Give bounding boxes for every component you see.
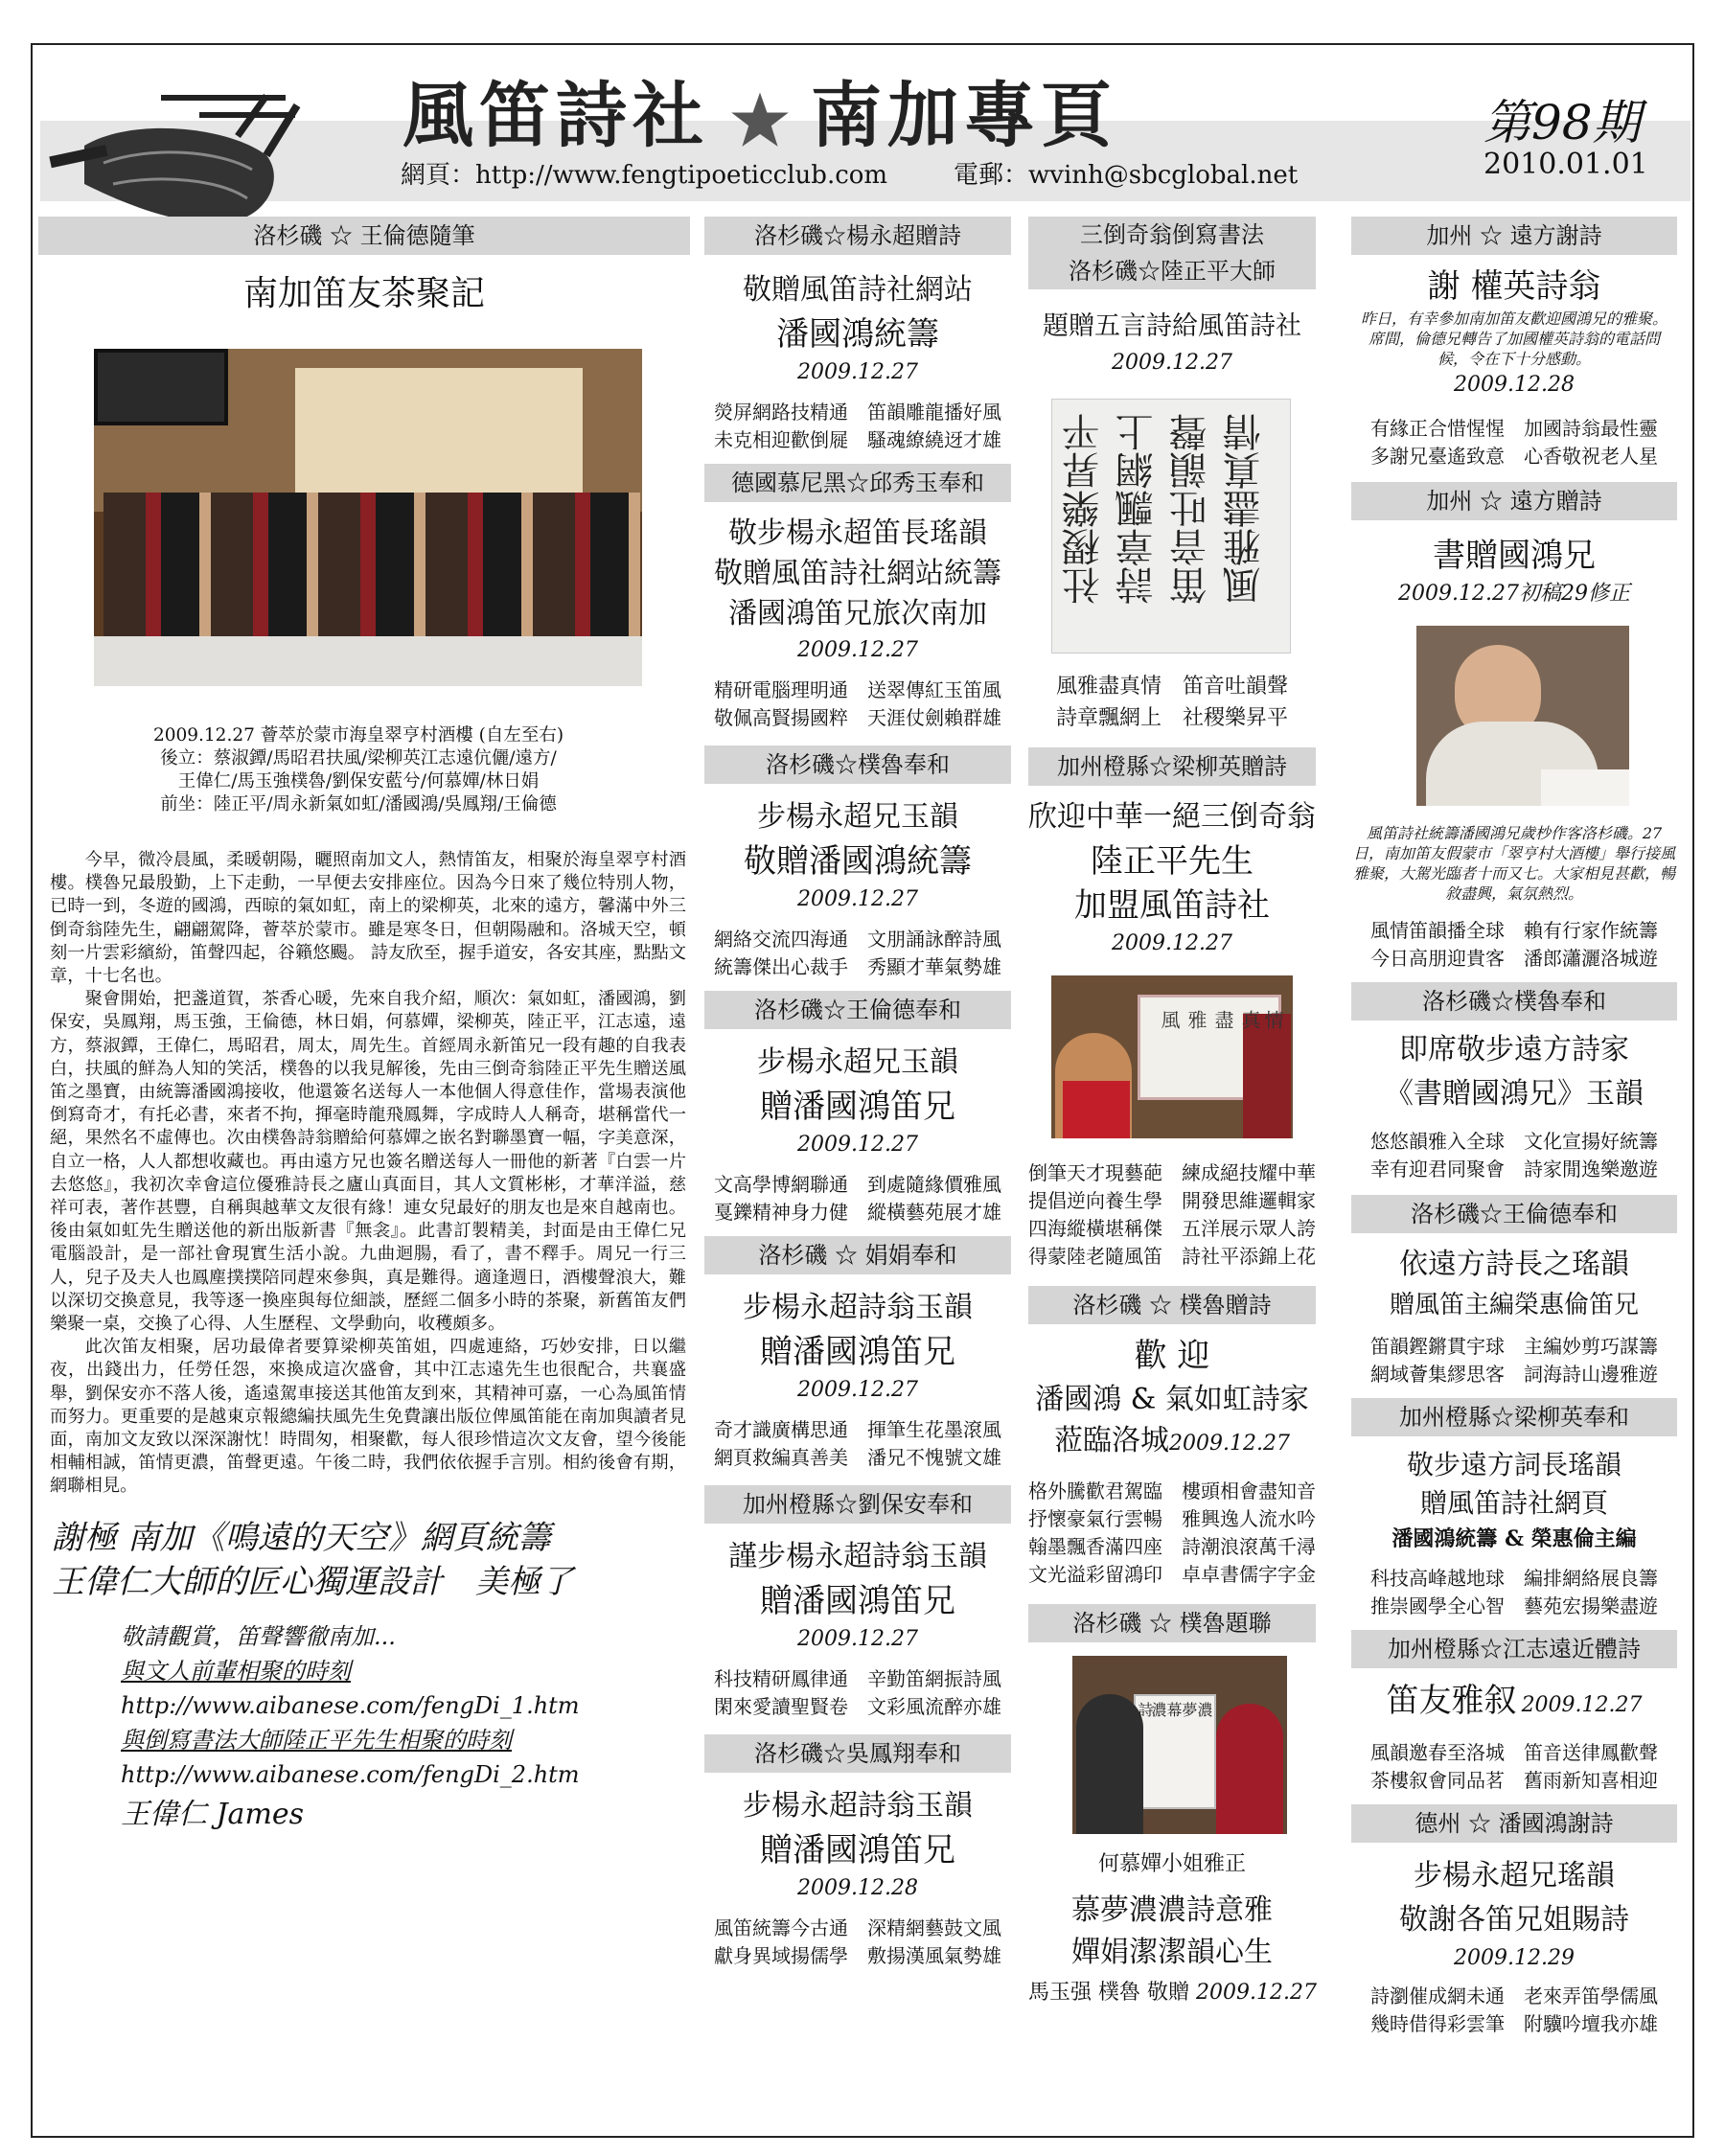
poem-verse: 提倡逆向養生學 開發思維邏輯家 xyxy=(1028,1189,1316,1212)
poem-verse: 閑來愛讀聖賢卷 文彩風流醉亦雄 xyxy=(714,1695,1001,1718)
scroll-text: 雅 xyxy=(1184,1010,1208,1029)
poem-title: 蒞臨洛城 xyxy=(1054,1424,1170,1457)
poem-date: 2009.12.27 xyxy=(797,638,918,662)
links-block xyxy=(121,1619,690,1832)
poem-verse: 詩章飄網上 社稷樂昇平 xyxy=(1055,706,1288,730)
poem-title: 笛友雅叙 xyxy=(1386,1682,1517,1720)
poem-title: 贈潘國鴻笛兄 xyxy=(760,1088,955,1126)
poem-date: 2009.12.27 xyxy=(1169,1432,1290,1456)
poem-date: 2009.12.27 xyxy=(1196,1981,1317,2005)
masthead-title xyxy=(402,59,1117,161)
poem-title: 謝 權英詩翁 xyxy=(1427,267,1601,306)
poem-title: 《書贈國鴻兄》玉韻 xyxy=(1385,1077,1644,1111)
poem-title: 贈潘國鴻笛兄 xyxy=(760,1333,955,1371)
poem-verse: 幸有迎君同聚會 詩家閒逸樂邀遊 xyxy=(1370,1158,1658,1181)
poem-title: 敬謝各笛兄姐賜詩 xyxy=(1399,1903,1629,1937)
links-intro: 敬請觀賞，笛聲響徹南加... xyxy=(121,1622,396,1650)
section-bar: 加州 ☆ 遠方贈詩 xyxy=(1351,482,1677,520)
portrait-photo xyxy=(1416,626,1629,806)
link-label[interactable]: 與倒寫書法大師陸正平先生相聚的時刻 xyxy=(121,1726,512,1754)
poem-title: 依遠方詩長之瑤韻 xyxy=(1399,1248,1629,1281)
poem-title: 敬步遠方詞長瑤韻 xyxy=(1406,1449,1622,1480)
poem-verse: 幾時借得彩雲筆 附驥吟壇我亦雄 xyxy=(1370,2012,1658,2035)
poem-verse: 統籌傑出心裁手 秀顯才華氣勢雄 xyxy=(714,955,1001,978)
poem-date: 2009.12.27 xyxy=(797,1133,918,1157)
link-label[interactable]: 與文人前輩相聚的時刻 xyxy=(121,1657,351,1685)
calligraphy-text: 詩章飄網上 xyxy=(1116,413,1160,605)
poem-verse: 今日高朋迎貴客 潘郎瀟灑洛城遊 xyxy=(1370,947,1658,970)
couplet-line: 嬋娟潔潔韻心生 xyxy=(1071,1936,1273,1969)
section-bar: 三倒奇翁倒寫書法 xyxy=(1028,217,1316,253)
caption-line: 王偉仁/馬玉強樸魯/劉保安藍兮/何慕嬋/林日娟 xyxy=(177,771,540,791)
poem-verse: 獻身異域揚儒學 敷揚漢風氣勢雄 xyxy=(714,1944,1001,1967)
poem-verse: 多謝兄臺遙致意 心香敬祝老人星 xyxy=(1370,445,1658,468)
poem-date: 2009.12.29 xyxy=(1454,1946,1575,1970)
section-bar: 加州橙縣☆劉保安奉和 xyxy=(704,1485,1011,1524)
essay-paragraph: 今早，微冷晨風，柔暖朝陽，曬照南加文人，熱情笛友，相聚於海皇翠亨村酒樓。樸魯兄最殷勤，上下走動，一早便去安排座位。因為今日來了幾位特別人物，已時一到，冬遊的國鴻，西晾的氣如虹，南上的梁柳英，北來的遠方，馨滿中外三倒奇翁陸先生，翩翩駕降，薈萃於蒙市。雖是寒冬日，但朝陽融和。洛城天空，頓刻一片雲彩繽紛，笛聲四起，谷籟悠颺。 詩友欣至，握手道安，各安其座，點點文章，十七名也。 xyxy=(50,850,686,987)
column-yuanfang xyxy=(1351,217,1677,2038)
poem-verse: 戛鑠精神身力健 縱橫藝苑展才雄 xyxy=(714,1201,1001,1224)
poem-verse: 有緣正合惜惺惺 加國詩翁最性靈 xyxy=(1370,417,1658,440)
essay-body xyxy=(50,849,686,1499)
poem-title-line xyxy=(1028,1422,1316,1464)
poem-title: 敬贈風笛詩社網站統籌 xyxy=(714,557,1001,590)
caption-line: 2009.12.27 薈萃於蒙市海皇翠亨村酒樓 (自左至右) xyxy=(152,725,564,745)
scroll-text: 夢 xyxy=(1180,1702,1198,1717)
scroll-text: 濃 xyxy=(1149,1702,1167,1717)
poem-title: 潘國鴻笛兄旅次南加 xyxy=(728,597,987,631)
section-bar: 加州橙縣☆江志遠近體詩 xyxy=(1351,1630,1677,1668)
poem-verse: 網域薈集繆思客 詞海詩山邊雅遊 xyxy=(1370,1363,1658,1386)
poem-verse: 風雅盡真情 笛音吐韻聲 xyxy=(1055,675,1288,699)
column-poems-yang xyxy=(704,217,1011,1970)
poem-title: 即席敬步遠方詩家 xyxy=(1399,1033,1629,1067)
poem-verse: 網頁救編真善美 潘兄不愧號文雄 xyxy=(714,1446,1001,1469)
poem-verse: 風情笛韻播全球 賴有行家作統籌 xyxy=(1370,919,1658,942)
poem-date: 2009.12.27 xyxy=(797,1627,918,1651)
scroll-text: 濃 xyxy=(1195,1702,1213,1717)
poem-verse: 科技精研鳳律通 辛勤笛網振詩風 xyxy=(714,1667,1001,1690)
section-bar: 加州橙縣☆梁柳英贈詩 xyxy=(1028,747,1316,786)
caption-line: 前坐：陸正平/周永新氣如虹/潘國鴻/吳鳳翔/王倫德 xyxy=(160,794,557,814)
poem-date: 2009.12.27初稿29修正 xyxy=(1398,582,1630,606)
poem-verse: 文光溢彩留鴻印 卓卓書儒字字金 xyxy=(1028,1563,1316,1586)
poem-title: 贈潘國鴻笛兄 xyxy=(760,1831,955,1869)
caption-line: 後立：蔡淑鐔/馬昭君扶風/梁柳英江志遠伉儷/遠方/ xyxy=(160,748,557,768)
link-url[interactable]: http://www.aibanese.com/fengDi_2.htm xyxy=(121,1760,580,1788)
poem-subtitle: 潘國鴻統籌 & 榮惠倫主編 xyxy=(1392,1526,1637,1551)
group-photo xyxy=(94,349,642,686)
section-bar: 洛杉磯 ☆ 娟娟奉和 xyxy=(704,1236,1011,1274)
essay-title: 南加笛友茶聚記 xyxy=(242,274,485,313)
essay-paragraph: 聚會開始，把盞道賀，茶香心暖，先來自我介紹，順次：氣如虹，潘國鴻，劉保安，吳鳳翔，馬玉強，王倫德，林日娟，何慕嬋，梁柳英，陸正平，江志遠，遠方，蔡淑鐔，王偉仁，馬昭君，周太，周先生。首經周永新笛兄一段有趣的自我表白，扶風的鮮為人知的笑活，樸魯的以我見解後，先由三倒奇翁陸正平先生贈送風笛之墨寶，由統籌潘國鴻接收，他還簽名送每人一本他個人得意佳作，當場表演他倒寫奇才，有托必書，來者不拘，揮毫時龍飛鳳舞，字成時人人稱奇，堪稱當代一絕，果然名不虛傳也。次由樸魯詩翁贈給何慕嬋之嵌名對聯墨寶一幅，字美意深，自立一格，人人都想收藏也。再由遠方兄也簽名贈送每人一冊他的新著『白雲一片去悠悠』，我初次幸會這位優雅詩長之廬山真面目，其人文質彬彬，才華洋溢，慈祥可表，著作甚豐，自稱與越華文友很有緣！連女兒最好的朋友也是來自越南也。後由氣如虹先生贈送他的新出版新書『無衾』。此書訂製精美，封面是由王偉仁兄電腦設計，是一部社會現實生活小說。九曲迴腸，看了，書不釋手。周兄一行三人，兒子及夫人也鳳塵撲撲陪同趕來參與，真是難得。適逢週日，酒樓聲浪大，難以深切交換意見，我等逐一換座與每位細談，歷經二個多小時的茶聚，新舊笛友們樂聚一桌，交換了心得、人生歷程、文學動向，收穫頗多。 xyxy=(50,989,686,1335)
thanks-line: 王偉仁大師的匠心獨運設計 美極了 xyxy=(52,1562,573,1601)
poem-verse: 風笛統籌今古通 深精網藝鼓文風 xyxy=(714,1916,1001,1939)
bagpipe-logo xyxy=(46,88,305,232)
section-bar: 洛杉磯☆樸魯奉和 xyxy=(1351,982,1677,1021)
email-line: 電郵：wvinh@sbcglobal.net xyxy=(954,161,1299,190)
dedication: 何慕嬋小姐雅正 xyxy=(1097,1852,1246,1876)
author-signature: 王偉仁 James xyxy=(121,1797,305,1831)
poem-title: 步楊永超兄瑤韻 xyxy=(1414,1859,1615,1892)
photo-calligraphy-presentation xyxy=(1051,975,1293,1138)
poem-verse: 精研電腦理明通 送翠傳紅玉笛風 xyxy=(714,678,1001,701)
section-bar: 德州 ☆ 潘國鴻謝詩 xyxy=(1351,1804,1677,1843)
poem-verse: 熒屏網路技精通 笛韻雕龍播好風 xyxy=(714,401,1001,424)
poem-verse: 悠悠韻雅入全球 文化宣揚好統籌 xyxy=(1370,1130,1658,1153)
essay-paragraph: 此次笛友相聚，居功最偉者要算梁柳英笛姐，四處連絡，巧妙安排，日以繼夜，出錢出力，任勞任怨，來換成這次盛會，其中江志遠先生也很配合，共襄盛舉，劉保安亦不落人後，遙遠駕車接送其他笛友到來，其精神可嘉，一心為風笛情而努力。更重要的是越東京報總編扶風先生免費讓出版位俾風笛能在南加與讀者見面，南加文友致以深深謝忱！時間匆，相聚歡，每人很珍惜這次文友會，望今後能相輔相誠，笛情更濃，笛聲更遠。午後二時，我們依依握手言別。相約後會有期，網聯相見。 xyxy=(50,1337,686,1497)
signature: 馬玉强 樸魯 敬贈 xyxy=(1028,1981,1189,2005)
poem-verse: 奇才識廣構思通 揮筆生花墨滾風 xyxy=(714,1418,1001,1441)
poem-verse: 格外騰歡君駕臨 樓頭相會盡知音 xyxy=(1028,1479,1316,1502)
poem-title: 陸正平先生 xyxy=(1091,842,1254,881)
poem-verse: 未克相迎歡倒屣 騷魂繚繞迓才雄 xyxy=(714,428,1001,451)
poem-date: 2009.12.28 xyxy=(1454,373,1575,397)
poem-title-line xyxy=(1351,1678,1677,1730)
column-calligraphy xyxy=(1028,217,1316,2012)
poem-verse: 抒懷豪氣行雲暢 雅興逸人流水吟 xyxy=(1028,1507,1316,1530)
poem-title: 步楊永超兄玉韻 xyxy=(757,800,958,834)
poem-title: 題贈五言詩給風笛詩社 xyxy=(1043,311,1301,341)
photo-caption xyxy=(38,724,690,816)
poem-verse: 翰墨飄香滿四座 詩潮浪滾萬千潯 xyxy=(1028,1535,1316,1558)
poem-verse: 風韻邀春至洛城 笛音送律鳳歡聲 xyxy=(1370,1741,1658,1764)
poem-title: 書贈國鴻兄 xyxy=(1433,537,1596,575)
section-bar: 洛杉磯 ☆ 樸魯題聯 xyxy=(1028,1604,1316,1642)
poem-verse: 科技高峰越地球 編排網絡展良籌 xyxy=(1370,1567,1658,1590)
scroll-text: 情 xyxy=(1261,1010,1284,1029)
poem-note: 昨日，有幸參加南加笛友歡迎國鴻兄的雅聚。席間，倫德兄轉告了加國權英詩翁的電話問候，令在下十分感動。 xyxy=(1360,310,1668,368)
calligraphy-text: 社稷樂昇平 xyxy=(1062,413,1106,605)
section-bar: 洛杉磯☆陸正平大師 xyxy=(1028,253,1316,289)
poem-verse: 網絡交流四海通 文朋誦詠醉詩風 xyxy=(714,928,1001,951)
title-right: 南加專頁 xyxy=(811,75,1117,157)
poem-date: 2009.12.28 xyxy=(797,1876,918,1900)
poem-title: 步楊永超兄玉韻 xyxy=(757,1045,958,1079)
poem-title: 潘國鴻統籌 xyxy=(776,315,939,354)
section-bar: 洛杉磯 ☆ 樸魯贈詩 xyxy=(1028,1286,1316,1324)
issue-date: 2010.01.01 xyxy=(1484,148,1648,181)
scroll-text: 風 xyxy=(1158,1010,1181,1029)
scroll-text: 盡 xyxy=(1211,1010,1234,1029)
poem-title: 加盟風笛詩社 xyxy=(1074,886,1270,925)
issue-number: 第98期 xyxy=(1484,95,1641,150)
poem-note: 風笛詩社統籌潘國鴻兄歲杪作客洛杉磯。27日，南加笛友假蒙市「翠亨村大酒樓」舉行接風雅聚，大駕光臨者十而又七。大家相見甚歡，暢敘盡興，氣氛熱烈。 xyxy=(1352,824,1675,903)
signature-line xyxy=(1028,1974,1316,2012)
calligraphy-text: 笛音吐韻聲 xyxy=(1169,413,1213,605)
poem-date: 2009.12.27 xyxy=(1112,351,1232,375)
section-bar: 洛杉磯☆楊永超贈詩 xyxy=(704,217,1011,255)
section-bar: 加州橙縣☆梁柳英奉和 xyxy=(1351,1398,1677,1436)
website-line: 網頁：http://www.fengtipoeticclub.com xyxy=(401,161,888,190)
column-essay xyxy=(38,217,690,1832)
calligraphy-text: 風雅盡真情 xyxy=(1223,413,1267,605)
poem-title: 敬贈潘國鴻統籌 xyxy=(744,842,972,881)
poem-date: 2009.12.27 xyxy=(1112,931,1232,955)
poem-verse: 文高學博網聯通 到處隨緣價雅風 xyxy=(714,1173,1001,1196)
poem-verse: 敬佩高賢揚國粹 天涯仗劍賴群雄 xyxy=(714,706,1001,729)
poem-verse: 詩瀏催成網未通 老來弄笛學儒風 xyxy=(1370,1984,1658,2007)
poem-date: 2009.12.27 xyxy=(1521,1693,1643,1717)
poem-title: 敬贈風笛詩社網站 xyxy=(743,273,973,307)
poem-title: 欣迎中華一絕三倒奇翁 xyxy=(1028,800,1316,834)
poem-verse: 四海縱橫堪稱傑 五洋展示眾人誇 xyxy=(1028,1217,1316,1240)
section-bar: 德國慕尼黑☆邱秀玉奉和 xyxy=(704,464,1011,502)
poem-title: 潘國鴻 & 氣如虹詩家 xyxy=(1035,1383,1309,1416)
photo-couplet-presentation xyxy=(1072,1656,1287,1834)
scroll-text: 真 xyxy=(1238,1010,1261,1029)
poem-verse: 推崇國學全心智 藝苑宏揚樂盡遊 xyxy=(1370,1594,1658,1617)
poem-title: 贈風笛主編榮惠倫笛兄 xyxy=(1389,1291,1639,1319)
poem-verse: 倒筆天才現藝葩 練成絕技耀中華 xyxy=(1028,1161,1316,1184)
couplet-line: 慕夢濃濃詩意雅 xyxy=(1071,1893,1273,1927)
poem-title: 謹步楊永超詩翁玉韻 xyxy=(728,1540,987,1573)
poem-title: 歡 迎 xyxy=(1134,1337,1210,1375)
section-bar: 加州 ☆ 遠方謝詩 xyxy=(1351,217,1677,255)
poem-verse: 茶樓叙會同品茗 舊雨新知喜相迎 xyxy=(1370,1769,1658,1792)
poem-verse: 得蒙陸老隨風笛 詩社平添錦上花 xyxy=(1028,1245,1316,1268)
poem-title: 敬步楊永超笛長瑤韻 xyxy=(728,516,987,550)
star-icon xyxy=(730,90,790,149)
poem-date: 2009.12.27 xyxy=(797,887,918,911)
poem-date: 2009.12.27 xyxy=(797,1378,918,1402)
section-bar: 洛杉磯 ☆ 王倫德隨筆 xyxy=(38,217,690,255)
section-bar: 洛杉磯☆吳鳳翔奉和 xyxy=(704,1734,1011,1773)
thanks-line: 謝極 南加《鳴遠的天空》網頁統籌 xyxy=(52,1518,551,1557)
scroll-text: 幕 xyxy=(1164,1702,1183,1717)
poem-title: 贈潘國鴻笛兄 xyxy=(760,1582,955,1620)
section-bar: 洛杉磯☆王倫德奉和 xyxy=(1351,1195,1677,1233)
poem-title: 步楊永超詩翁玉韻 xyxy=(743,1291,973,1324)
title-left: 風笛詩社 xyxy=(402,75,709,157)
section-bar: 洛杉磯☆樸魯奉和 xyxy=(704,745,1011,784)
poem-title: 贈風笛詩社網頁 xyxy=(1419,1487,1608,1519)
scroll-text: 詩 xyxy=(1136,1702,1154,1717)
poem-title: 步楊永超詩翁玉韻 xyxy=(743,1789,973,1823)
calligraphy-scroll xyxy=(1051,399,1291,654)
poem-date: 2009.12.27 xyxy=(797,360,918,384)
poem-verse: 笛韻鏗鏘貫宇球 主編妙剪巧謀籌 xyxy=(1370,1335,1658,1358)
link-url[interactable]: http://www.aibanese.com/fengDi_1.htm xyxy=(121,1691,580,1719)
section-bar: 洛杉磯☆王倫德奉和 xyxy=(704,991,1011,1029)
